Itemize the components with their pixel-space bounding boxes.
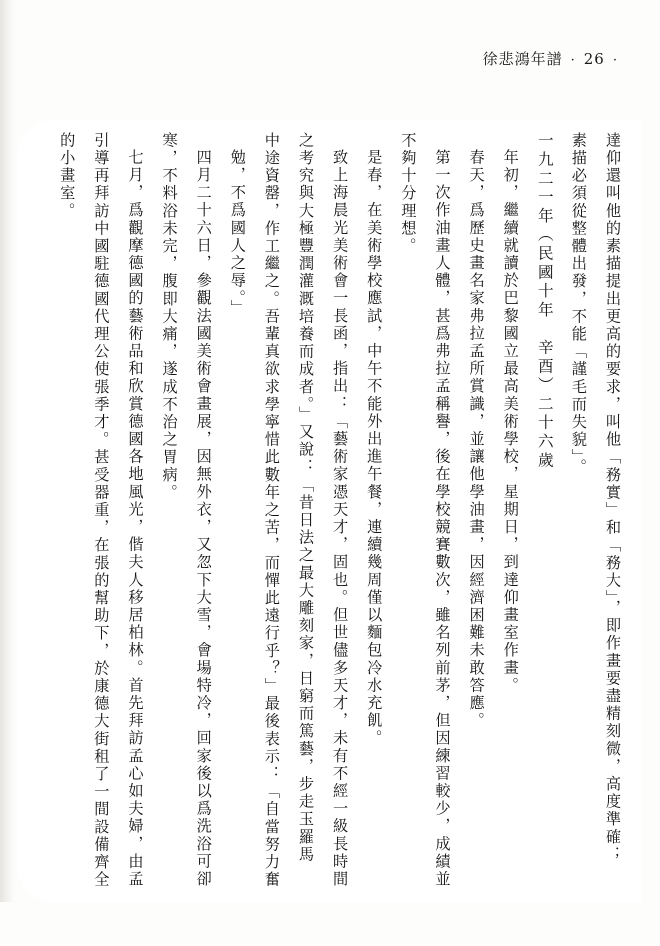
text-column-6: 第一次作油畫人體，甚爲弗拉孟稱譽，後在學校競賽數次，雖名列前茅，但因練習較少，成績並 xyxy=(433,149,452,889)
text-column-16: 引導再拜訪中國駐德國代理公使張季才。甚受器重，在張的幫助下，於康德大街租了一間設備齊全 xyxy=(92,132,111,889)
text-column-5: 春天，爲歷史畫名家弗拉孟所賞識，並讓他學油畫，因經濟困難未敢答應。 xyxy=(467,149,486,730)
text-column-9: 致上海晨光美術會一長函，指出：「藝術家憑天才，固也。但世儘多天才，未有不經一級長時間 xyxy=(331,149,350,889)
scan-left-edge xyxy=(0,0,14,946)
running-book-title: 徐悲鴻年譜 xyxy=(482,50,563,68)
text-column-11: 中途資罄，作工繼之。吾輩真欲求學寧惜此數年之苦，而憚此遠行乎？」最後表示：「自當努力奮 xyxy=(262,132,281,889)
text-column-4: 年初，繼續就讀於巴黎國立最高美術學校，星期日，到達仰畫室作畫。 xyxy=(501,149,520,695)
page-header xyxy=(483,48,618,69)
text-column-17: 的小畫室。 xyxy=(58,132,77,220)
text-column-12: 勉，不爲國人之辱。」 xyxy=(228,149,247,318)
page-number: 26 xyxy=(583,50,605,68)
text-column-7: 不夠十分理想。 xyxy=(399,132,418,256)
text-column-2: 素描必須從整體出發，不能「謹毛而失貌」。 xyxy=(569,132,588,477)
text-column-8: 是春，在美術學校應試，中午不能外出進午餐，連續幾周僅以麵包冷水充飢。 xyxy=(365,149,384,748)
text-column-13: 四月二十六日，參觀法國美術會畫展，因無外衣，又忽下大雪，會場特冷，回家後以爲洗浴可卻 xyxy=(194,149,213,889)
text-column-10: 之考究與大極豐潤灌溉培養而成者。」又說：「昔日法之最大雕刻家，日窮而篤藝，步走玉羅馬 xyxy=(297,132,316,864)
page-bottom-margin xyxy=(0,902,660,946)
text-column-14: 寒，不料浴未完，腹即大痛，遂成不治之胃病。 xyxy=(160,132,179,502)
vertical-text-columns xyxy=(40,132,620,892)
header-dot-left: · xyxy=(570,53,576,68)
text-column-1: 達仰還叫他的素描提出更高的要求，叫他「務實」和「務大」，即作畫要盡精刻微，高度準確； xyxy=(604,132,622,864)
header-dot-right: · xyxy=(612,53,618,68)
text-column-3: 一九二一年（民國十年 辛酉）二十六歲 xyxy=(535,132,554,471)
text-column-15: 七月，爲觀摩德國的藝術品和欣賞德國各地風光，偕夫人移居柏林。首先拜訪孟心如夫婦，由孟 xyxy=(126,149,145,889)
